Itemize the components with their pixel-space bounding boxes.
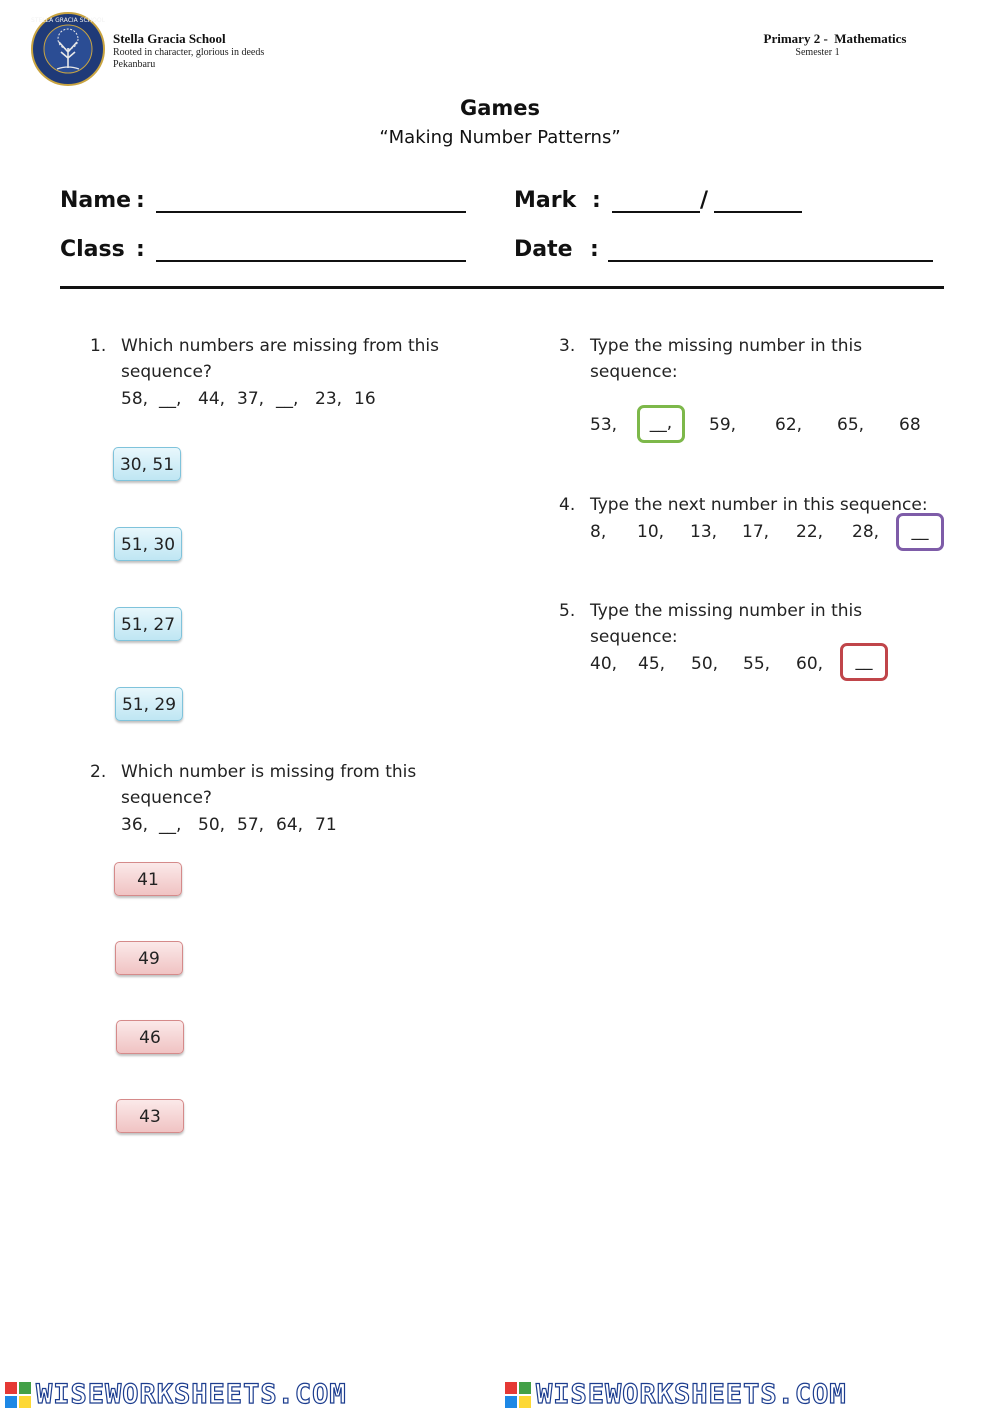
q5-answer-input[interactable]: __ [840, 643, 888, 681]
mark-score-field[interactable] [612, 211, 700, 213]
q2-seq-item: 71 [315, 815, 337, 835]
q1-seq-item: 44, [198, 389, 226, 409]
date-label: Date [514, 237, 573, 262]
q5-text-line2: sequence: [590, 627, 678, 647]
q5-seq-item: 60, [796, 654, 824, 674]
q2-sequence [0, 815, 500, 839]
date-field[interactable] [608, 260, 933, 262]
q3-seq-item: 65, [837, 415, 865, 435]
q1-sequence [0, 389, 500, 413]
q3-seq-item: 62, [775, 415, 803, 435]
q4-seq-item: 28, [852, 522, 880, 542]
q2-option-a[interactable]: 41 [114, 862, 182, 896]
q1-text-line2: sequence? [121, 362, 212, 382]
q1-seq-item: 37, [237, 389, 265, 409]
q3-seq-item: 68 [899, 415, 921, 435]
q1-number: 1. [90, 336, 107, 356]
q2-seq-item: 64, [276, 815, 304, 835]
logo-ring-text: STELLA GRACIA SCHOOL [31, 17, 105, 24]
q3-number: 3. [559, 336, 576, 356]
school-name: Stella Gracia School [113, 31, 226, 46]
q1-seq-blank: __, [276, 389, 299, 409]
q1-text-line1: Which numbers are missing from this [121, 336, 440, 356]
q5-seq-item: 45, [638, 654, 666, 674]
class-label: Class [60, 237, 125, 262]
q2-option-b[interactable]: 49 [115, 941, 183, 975]
class-field[interactable] [156, 260, 466, 262]
page-title: Games [459, 96, 541, 120]
q1-option-a[interactable]: 30, 51 [113, 447, 181, 481]
footer-watermark [0, 1377, 1000, 1413]
mark-colon: : [592, 188, 601, 213]
q5-text-line1: Type the missing number in this [590, 601, 863, 621]
date-colon: : [590, 237, 599, 262]
q4-seq-item: 13, [690, 522, 718, 542]
q2-seq-item: 36, [121, 815, 149, 835]
school-logo [31, 12, 105, 86]
q4-seq-item: 8, [590, 522, 607, 542]
q5-number: 5. [559, 601, 576, 621]
q2-seq-item: 50, [198, 815, 226, 835]
mark-label: Mark [514, 188, 577, 213]
q4-number: 4. [559, 495, 576, 515]
school-city: Pekanbaru [113, 59, 156, 70]
q2-number: 2. [90, 762, 107, 782]
q4-seq-item: 22, [796, 522, 824, 542]
q2-text-line2: sequence? [121, 788, 212, 808]
q3-text-line2: sequence: [590, 362, 678, 382]
q2-option-d[interactable]: 43 [116, 1099, 184, 1133]
q3-seq-item: 59, [709, 415, 737, 435]
wiseworksheets-logo-icon [5, 1382, 31, 1408]
q4-seq-item: 10, [637, 522, 665, 542]
q1-option-d[interactable]: 51, 29 [115, 687, 183, 721]
mark-total-field[interactable] [714, 211, 802, 213]
school-motto: Rooted in character, glorious in deeds [113, 47, 265, 58]
q1-seq-item: 23, [315, 389, 343, 409]
subject-label: Primary 2 - Mathematics [763, 31, 907, 46]
q4-answer-input[interactable]: __ [896, 513, 944, 551]
q4-seq-item: 17, [742, 522, 770, 542]
q5-seq-item: 40, [590, 654, 618, 674]
name-label: Name [60, 188, 132, 213]
q1-seq-item: 16 [354, 389, 376, 409]
q5-seq-item: 55, [743, 654, 771, 674]
q3-answer-input[interactable]: __, [637, 405, 685, 443]
q1-seq-item: 58, [121, 389, 149, 409]
header-divider [60, 286, 944, 289]
class-colon: : [136, 237, 145, 262]
watermark-text: WISEWORKSHEETS.COM [536, 1379, 847, 1410]
page-subtitle: “Making Number Patterns” [379, 127, 621, 148]
watermark-text: WISEWORKSHEETS.COM [36, 1379, 347, 1410]
q3-sequence [0, 415, 1000, 439]
q2-seq-blank: __, [159, 815, 182, 835]
q1-option-b[interactable]: 51, 30 [114, 527, 182, 561]
name-field[interactable] [156, 211, 466, 213]
q3-text-line1: Type the missing number in this [590, 336, 863, 356]
q2-seq-item: 57, [237, 815, 265, 835]
wiseworksheets-logo-icon [505, 1382, 531, 1408]
name-colon: : [136, 188, 145, 213]
q4-sequence [0, 522, 1000, 546]
q1-option-c[interactable]: 51, 27 [114, 607, 182, 641]
q4-text-line1: Type the next number in this sequence: [590, 495, 928, 515]
q3-seq-item: 53, [590, 415, 618, 435]
q1-seq-blank: __, [159, 389, 182, 409]
q5-seq-item: 50, [691, 654, 719, 674]
semester-label: Semester 1 [795, 47, 840, 58]
q2-text-line1: Which number is missing from this [121, 762, 417, 782]
mark-slash: / [700, 188, 709, 213]
q2-option-c[interactable]: 46 [116, 1020, 184, 1054]
